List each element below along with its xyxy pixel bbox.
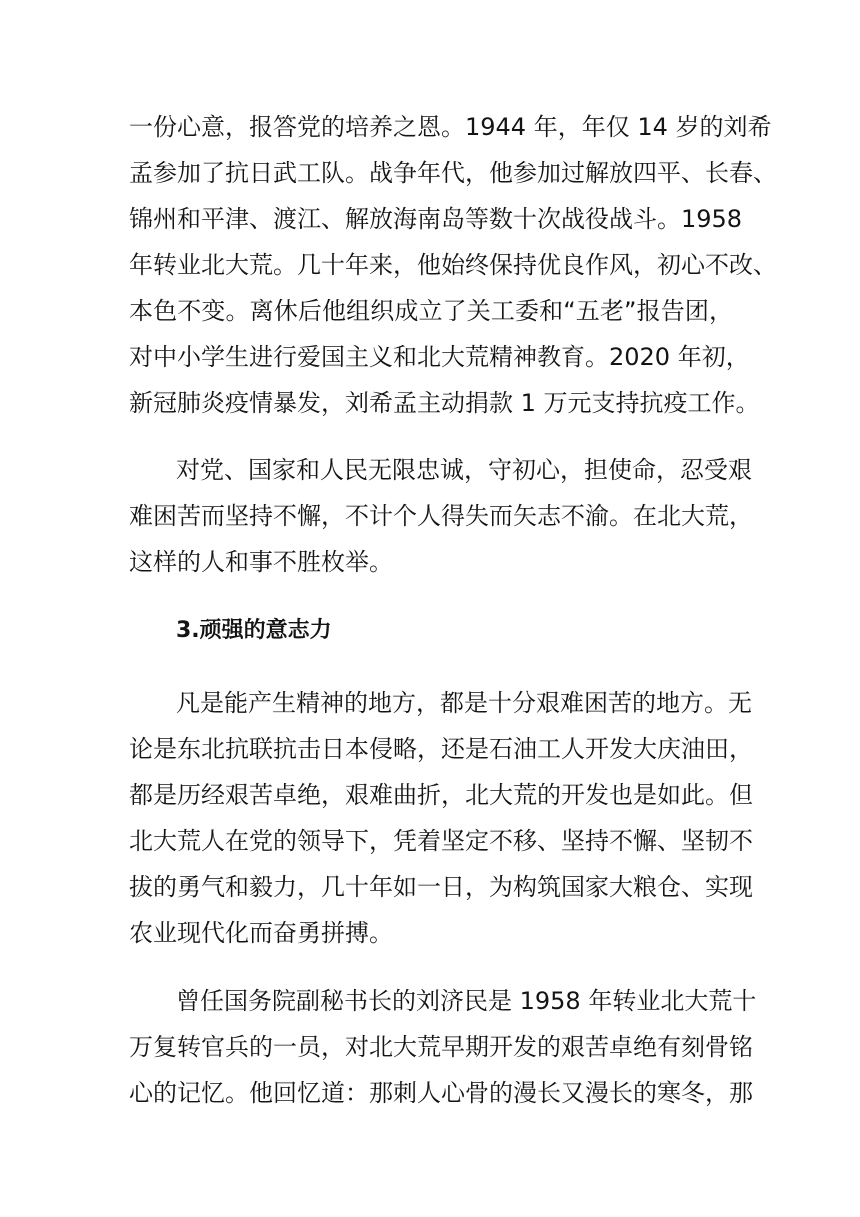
paragraph-2-line-3: 这样的人和事不胜枚举。 — [129, 548, 393, 576]
paragraph-4-line-1: 曾任国务院副秘书长的刘济民是 1958 年转业北大荒十 — [176, 987, 757, 1015]
paragraph-4-line-3: 心的记忆。他回忆道：那刺人心骨的漫长又漫长的寒冬，那 — [129, 1079, 753, 1107]
paragraph-3-line-6: 农业现代化而奋勇拼搏。 — [129, 919, 393, 947]
paragraph-1-line-1: 一份心意，报答党的培养之恩。1944 年，年仅 14 岁的刘希 — [129, 113, 772, 141]
paragraph-1-line-5: 本色不变。离休后他组织成立了关工委和“五老”报告团， — [129, 297, 733, 325]
paragraph-3-line-2: 论是东北抗联抗击日本侵略，还是石油工人开发大庆油田， — [129, 735, 753, 763]
section-heading: 3.顽强的意志力 — [176, 618, 332, 643]
paragraph-4-line-2: 万复转官兵的一员，对北大荒早期开发的艰苦卓绝有刻骨铭 — [129, 1033, 753, 1061]
paragraph-3-line-5: 拔的勇气和毅力，几十年如一日，为构筑国家大粮仓、实现 — [129, 873, 753, 901]
paragraph-1-line-4: 年转业北大荒。几十年来，他始终保持优良作风，初心不改、 — [129, 251, 777, 279]
paragraph-2-line-1: 对党、国家和人民无限忠诚，守初心，担使命，忍受艰 — [176, 456, 752, 484]
paragraph-1-line-6: 对中小学生进行爱国主义和北大荒精神教育。2020 年初， — [129, 343, 750, 371]
paragraph-3-line-1: 凡是能产生精神的地方，都是十分艰难困苦的地方。无 — [176, 689, 752, 717]
paragraph-2-line-2: 难困苦而坚持不懈，不计个人得失而矢志不渝。在北大荒， — [129, 502, 753, 530]
paragraph-1-line-2: 孟参加了抗日武工队。战争年代，他参加过解放四平、长春、 — [129, 159, 777, 187]
paragraph-3-line-3: 都是历经艰苦卓绝，艰难曲折，北大荒的开发也是如此。但 — [129, 781, 753, 809]
paragraph-1-line-7: 新冠肺炎疫情暴发，刘希孟主动捐款 1 万元支持抗疫工作。 — [129, 389, 760, 417]
paragraph-3-line-4: 北大荒人在党的领导下，凭着坚定不移、坚持不懈、坚韧不 — [129, 827, 753, 855]
paragraph-1-line-3: 锦州和平津、渡江、解放海南岛等数十次战役战斗。1958 — [129, 205, 743, 233]
